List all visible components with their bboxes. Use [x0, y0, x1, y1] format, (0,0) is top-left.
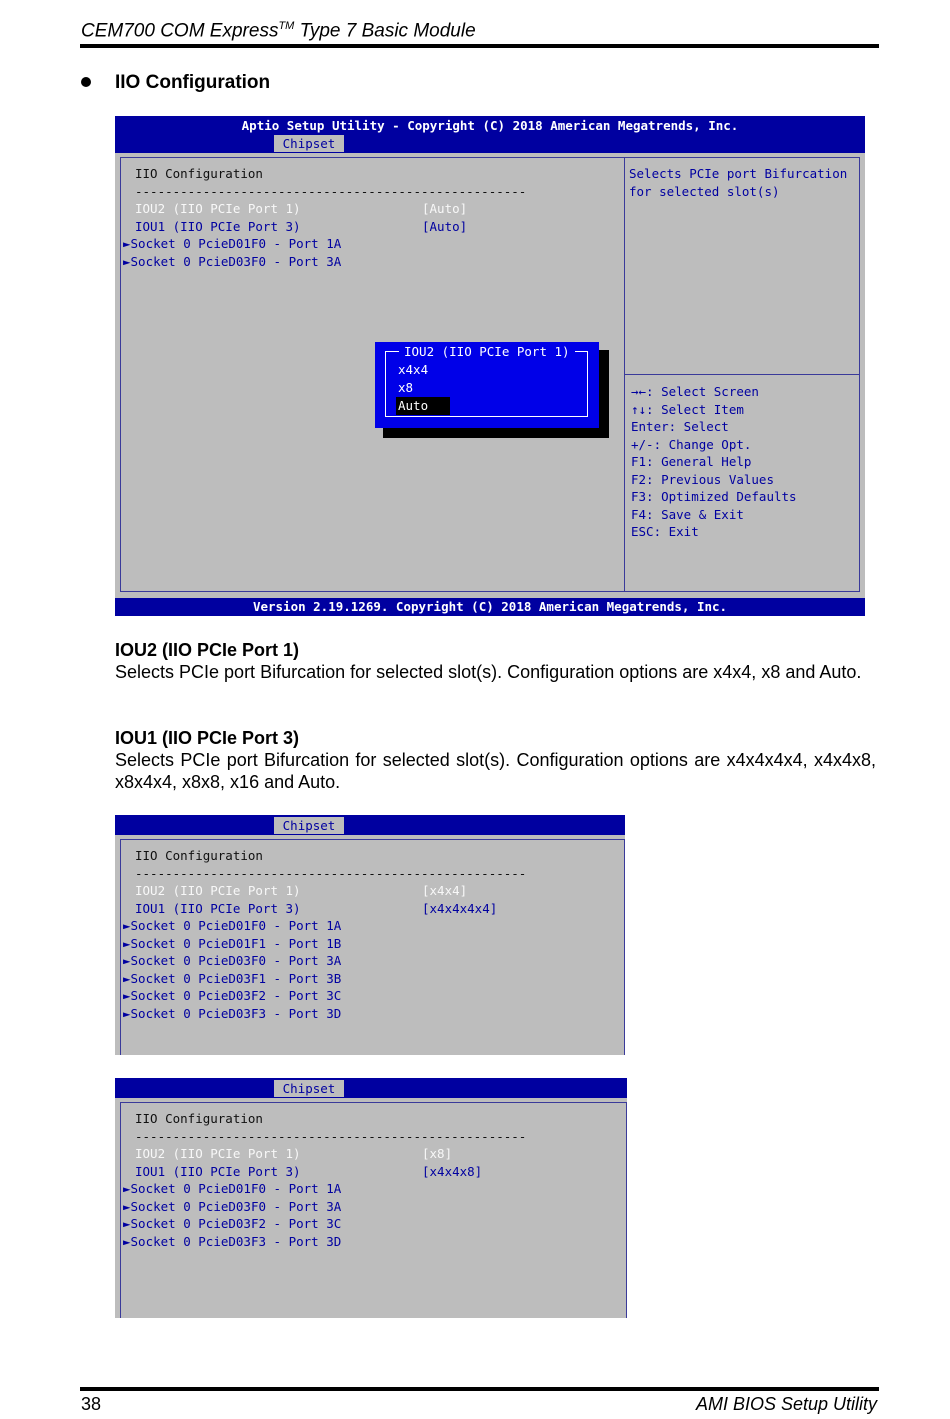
help-line: for selected slot(s) [629, 184, 780, 199]
key-help: F3: Optimized Defaults [631, 489, 797, 504]
submenu-arrow-icon: ► [123, 988, 131, 1003]
menu-heading: IIO Configuration [135, 1111, 263, 1126]
submenu-arrow-icon: ► [123, 970, 131, 986]
bios-top-bar [115, 1078, 627, 1098]
menu-item-iou1-value[interactable]: [Auto] [422, 219, 468, 234]
submenu-arrow-icon: ► [123, 1233, 131, 1249]
menu-item-iou1-label[interactable]: IOU1 (IIO PCIe Port 3) [135, 900, 301, 916]
bios-divider-horizontal [624, 374, 860, 375]
submenu-arrow-icon: ► [123, 1005, 131, 1021]
menu-item-iou2-value[interactable]: [x4x4] [422, 883, 468, 898]
menu-item-iou1-label[interactable]: IOU1 (IIO PCIe Port 3) [135, 1163, 301, 1179]
submenu-arrow-icon: ► [123, 918, 131, 933]
bios-top-bar [115, 815, 625, 835]
menu-heading: IIO Configuration [135, 848, 263, 863]
bios-top-title: Aptio Setup Utility - Copyright (C) 2018 American Megatrends, Inc. [241, 118, 739, 133]
key-help: F1: General Help [631, 454, 752, 469]
submenu-item[interactable]: ►Socket 0 PcieD01F0 - Port 1A [123, 918, 342, 933]
section-title: IIO Configuration [115, 72, 271, 93]
description-text: Selects PCIe port Bifurcation for selected slot(s). Configuration options are x4x4x4x4, x4x4x8, x8x4x4, x8x8, x16 and Auto. [115, 750, 876, 792]
menu-item-iou1-label[interactable]: IOU1 (IIO PCIe Port 3) [135, 219, 301, 234]
popup-title: IOU2 (IIO PCIe Port 1) [399, 344, 575, 360]
description-heading: IOU1 (IIO PCIe Port 3) [115, 728, 300, 748]
bios-top-bar [115, 116, 865, 153]
submenu-arrow-icon: ► [123, 236, 131, 251]
bios-screen-3 [115, 1078, 627, 1318]
bios-bottom-bar: Version 2.19.1269. Copyright (C) 2018 American Megatrends, Inc. [115, 598, 865, 616]
key-help: F2: Previous Values [631, 471, 774, 487]
menu-item-iou2-label[interactable]: IOU2 (IIO PCIe Port 1) [135, 201, 301, 216]
submenu-item[interactable]: ►Socket 0 PcieD03F3 - Port 3D [123, 1233, 342, 1249]
menu-item-iou2-value[interactable]: [x8] [422, 1146, 453, 1161]
document-header [81, 20, 476, 42]
page-number: 38 [81, 1394, 102, 1414]
help-line: Selects PCIe port Bifurcation [629, 166, 848, 181]
menu-item-iou2-label[interactable]: IOU2 (IIO PCIe Port 1) [135, 1146, 301, 1161]
submenu-item[interactable]: ►Socket 0 PcieD03F3 - Port 3D [123, 1005, 342, 1021]
submenu-item[interactable]: ►Socket 0 PcieD03F1 - Port 3B [123, 970, 342, 986]
popup-option-selected[interactable]: Auto [396, 397, 450, 415]
header-title: CEM700 COM Express [81, 20, 279, 42]
submenu-arrow-icon: ► [123, 1181, 131, 1196]
popup-option[interactable]: x8 [398, 380, 414, 395]
key-help: →←: Select Screen [631, 384, 759, 399]
key-help: Enter: Select [631, 419, 729, 434]
submenu-arrow-icon: ► [123, 935, 131, 951]
key-help: ↑↓: Select Item [631, 401, 744, 417]
description-text: Selects PCIe port Bifurcation for selected slot(s). Configuration options are x4x4, x8 and Auto. [115, 662, 862, 682]
submenu-item[interactable]: ►Socket 0 PcieD03F0 - Port 3A [123, 1198, 342, 1214]
submenu-arrow-icon: ► [123, 254, 131, 269]
submenu-item[interactable]: ►Socket 0 PcieD01F0 - Port 1A [123, 1181, 342, 1196]
tab-chipset[interactable]: Chipset [274, 817, 344, 834]
tab-chipset[interactable]: Chipset [274, 1080, 344, 1097]
menu-separator: ---------------------------------------------------- [135, 184, 527, 199]
menu-heading: IIO Configuration [135, 166, 263, 181]
bios-screen-2 [115, 815, 625, 1055]
description-iou2 [115, 639, 876, 683]
menu-separator: ---------------------------------------------------- [135, 1128, 527, 1144]
submenu-item[interactable]: ►Socket 0 PcieD03F2 - Port 3C [123, 988, 342, 1003]
menu-separator: ---------------------------------------------------- [135, 865, 527, 881]
submenu-item[interactable]: ►Socket 0 PcieD01F0 - Port 1A [123, 236, 342, 251]
menu-item-iou2-label[interactable]: IOU2 (IIO PCIe Port 1) [135, 883, 301, 898]
key-help: ESC: Exit [631, 524, 699, 539]
submenu-arrow-icon: ► [123, 1198, 131, 1214]
key-help: F4: Save & Exit [631, 506, 744, 522]
submenu-item[interactable]: ►Socket 0 PcieD03F0 - Port 3A [123, 953, 342, 968]
header-tm: TM [278, 20, 295, 32]
popup-option[interactable]: x4x4 [398, 362, 429, 377]
footer-rule [80, 1387, 879, 1391]
key-help: +/-: Change Opt. [631, 436, 752, 452]
description-iou1 [115, 727, 876, 793]
footer-title: AMI BIOS Setup Utility [695, 1394, 877, 1414]
tab-chipset[interactable]: Chipset [274, 135, 344, 152]
submenu-item[interactable]: ►Socket 0 PcieD03F2 - Port 3C [123, 1216, 342, 1231]
submenu-arrow-icon: ► [123, 953, 131, 968]
description-heading: IOU2 (IIO PCIe Port 1) [115, 640, 300, 660]
bios-screen-1 [115, 116, 865, 616]
header-title-rest: Type 7 Basic Module [294, 20, 476, 42]
bullet-icon [81, 77, 91, 87]
header-rule [80, 44, 879, 48]
menu-item-iou2-value[interactable]: [Auto] [422, 201, 468, 216]
submenu-item[interactable]: ►Socket 0 PcieD03F0 - Port 3A [123, 254, 342, 269]
menu-item-iou1-value[interactable]: [x4x4x4x4] [422, 900, 498, 916]
submenu-arrow-icon: ► [123, 1216, 131, 1231]
submenu-item[interactable]: ►Socket 0 PcieD01F1 - Port 1B [123, 935, 342, 951]
menu-item-iou1-value[interactable]: [x4x4x8] [422, 1163, 483, 1179]
options-popup[interactable] [375, 342, 599, 428]
